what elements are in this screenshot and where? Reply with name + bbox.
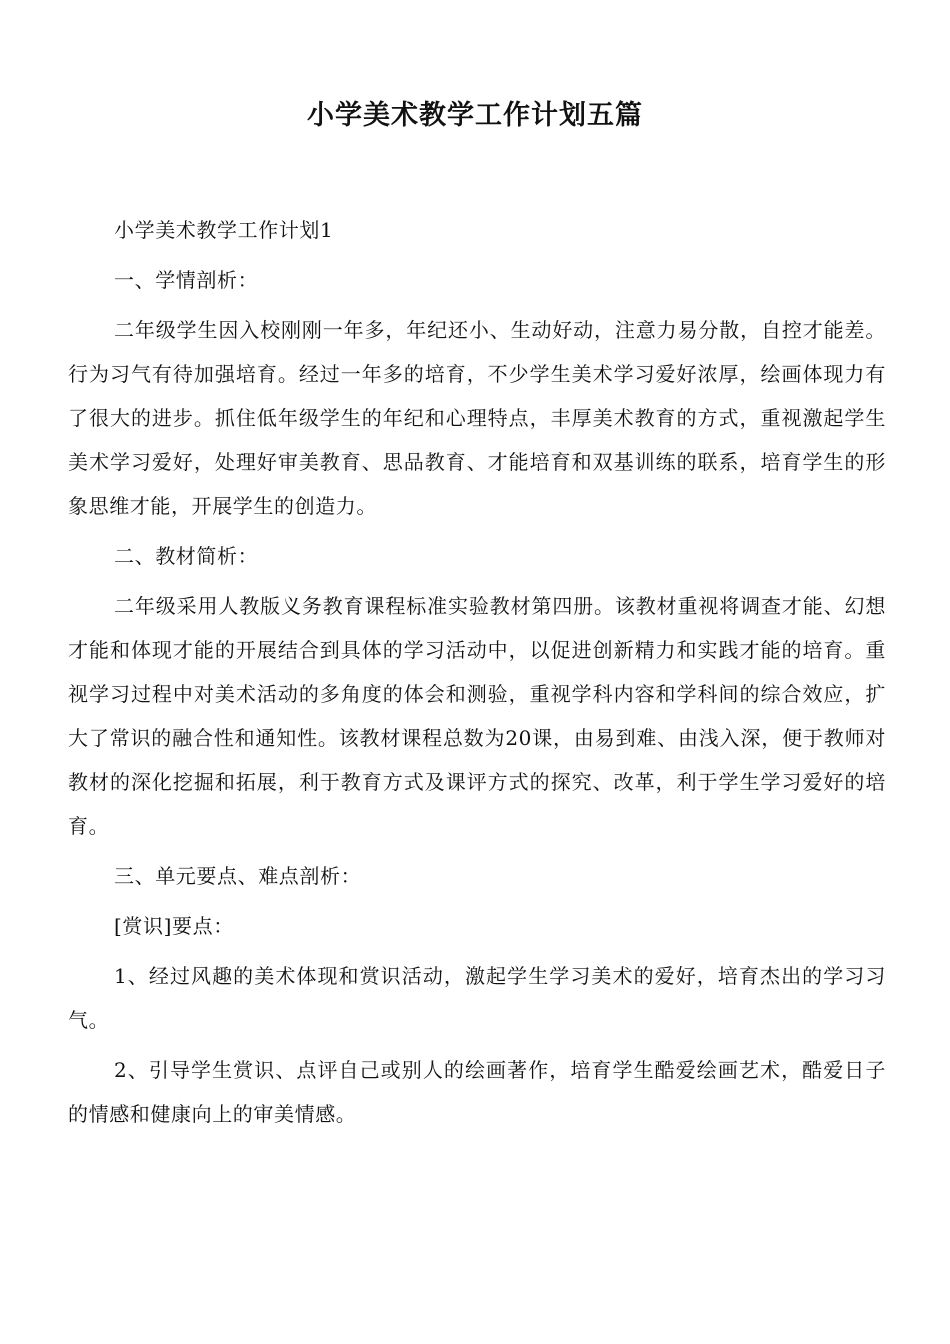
section-heading-textbook-analysis: 二、教材简析：	[114, 544, 259, 568]
section-heading-student-analysis: 一、学情剖析：	[114, 268, 259, 292]
paragraph-textbook-analysis: 二年级采用人教版义务教育课程标准实验教材第四册。该教材重视将调查才能、幻想才能和体现才能的开展结合到具体的学习活动中，以促进创新精力和实践才能的培育。重视学习过程中对美术活动的多角度的体会和测验，重视学科内容和学科间的综合效应，扩大了常识的融合性和通知性。该教材课程总数为20课，由易到难、由浅入深，便于教师对教材的深化挖掘和拓展，利于教育方式及课评方式的探究、改革，利于学生学习爱好的培育。	[68, 594, 886, 838]
document-title: 小学美术教学工作计划五篇	[307, 100, 643, 131]
list-item-point-1: 1、经过风趣的美术体现和赏识活动，激起学生学习美术的爱好，培育杰出的学习习气。	[68, 964, 886, 1032]
section-heading-unit-key-points: 三、单元要点、难点剖析：	[114, 864, 362, 888]
document-body	[68, 208, 886, 1142]
list-item-point-2: 2、引导学生赏识、点评自己或别人的绘画著作，培育学生酷爱绘画艺术，酷爱日子的情感和健康向上的审美情感。	[68, 1058, 886, 1126]
section-heading-plan-1: 小学美术教学工作计划1	[114, 218, 334, 242]
subheading-appreciation-key-points: [赏识]要点：	[114, 914, 234, 938]
paragraph-student-analysis: 二年级学生因入校刚刚一年多，年纪还小、生动好动，注意力易分散，自控才能差。行为习气有待加强培育。经过一年多的培育，不少学生美术学习爱好浓厚，绘画体现力有了很大的进步。抓住低年级学生的年纪和心理特点，丰厚美术教育的方式，重视激起学生美术学习爱好，处理好审美教育、思品教育、才能培育和双基训练的联系，培育学生的形象思维才能，开展学生的创造力。	[68, 318, 886, 518]
